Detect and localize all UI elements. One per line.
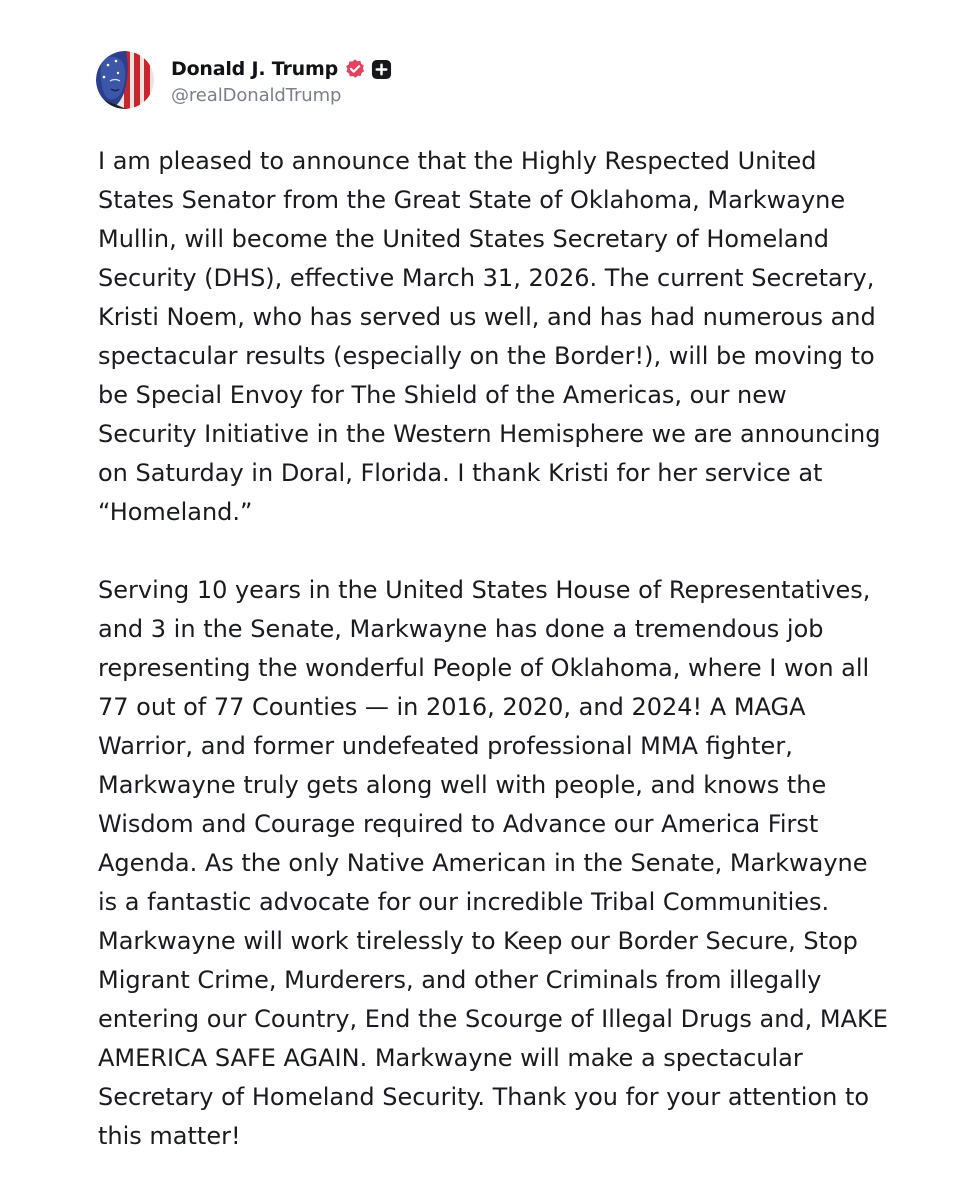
text-line: Serving 10 years in the United States House of Representatives,	[98, 576, 871, 604]
text-line: 77 out of 77 Counties — in 2016, 2020, and 2024! A MAGA	[98, 693, 806, 721]
name-row	[171, 54, 392, 84]
post-header	[96, 50, 392, 110]
text-line: States Senator from the Great State of Oklahoma, Markwayne	[98, 186, 846, 214]
author-identity	[171, 54, 392, 106]
avatar[interactable]	[96, 51, 154, 109]
text-line: on Saturday in Doral, Florida. I thank Kristi for her service at	[98, 459, 823, 487]
author-display-name[interactable]: Donald J. Trump	[171, 58, 338, 80]
text-line: this matter!	[98, 1122, 241, 1150]
text-line: Mullin, will become the United States Secretary of Homeland	[98, 225, 830, 253]
text-line: be Special Envoy for The Shield of the Americas, our new	[98, 381, 787, 409]
text-line: is a fantastic advocate for our incredible Tribal Communities.	[98, 888, 830, 916]
text-line: Markwayne will work tirelessly to Keep our Border Secure, Stop	[98, 927, 858, 955]
text-line: I am pleased to announce that the Highly Respected United	[98, 147, 817, 175]
text-line: Security Initiative in the Western Hemisphere we are announcing	[98, 420, 881, 448]
text-line: Agenda. As the only Native American in the Senate, Markwayne	[98, 849, 868, 877]
verified-badge-icon	[344, 58, 366, 80]
text-line: and 3 in the Senate, Markwayne has done a tremendous job	[98, 615, 824, 643]
text-line: AMERICA SAFE AGAIN. Markwayne will make a spectacular	[98, 1044, 803, 1072]
post-body	[98, 142, 898, 1156]
text-line: Warrior, and former undefeated professional MMA fighter,	[98, 732, 793, 760]
text-line: Migrant Crime, Murderers, and other Criminals from illegally	[98, 966, 822, 994]
author-handle[interactable]: @realDonaldTrump	[171, 85, 342, 106]
text-line: entering our Country, End the Scourge of Illegal Drugs and, MAKE	[98, 1005, 888, 1033]
text-line: “Homeland.”	[98, 498, 253, 526]
text-line: Markwayne truly gets along well with people, and knows the	[98, 771, 827, 799]
text-line: representing the wonderful People of Oklahoma, where I won all	[98, 654, 870, 682]
text-line: Secretary of Homeland Security. Thank you for your attention to	[98, 1083, 870, 1111]
text-line: Kristi Noem, who has served us well, and has had numerous and	[98, 303, 876, 331]
text-line: Security (DHS), effective March 31, 2026. The current Secretary,	[98, 264, 875, 292]
text-line: Wisdom and Courage required to Advance our America First	[98, 810, 819, 838]
text-line: spectacular results (especially on the Border!), will be moving to	[98, 342, 875, 370]
post-paragraph	[98, 571, 898, 1156]
post-paragraph	[98, 142, 898, 532]
plus-badge-icon	[371, 59, 392, 80]
